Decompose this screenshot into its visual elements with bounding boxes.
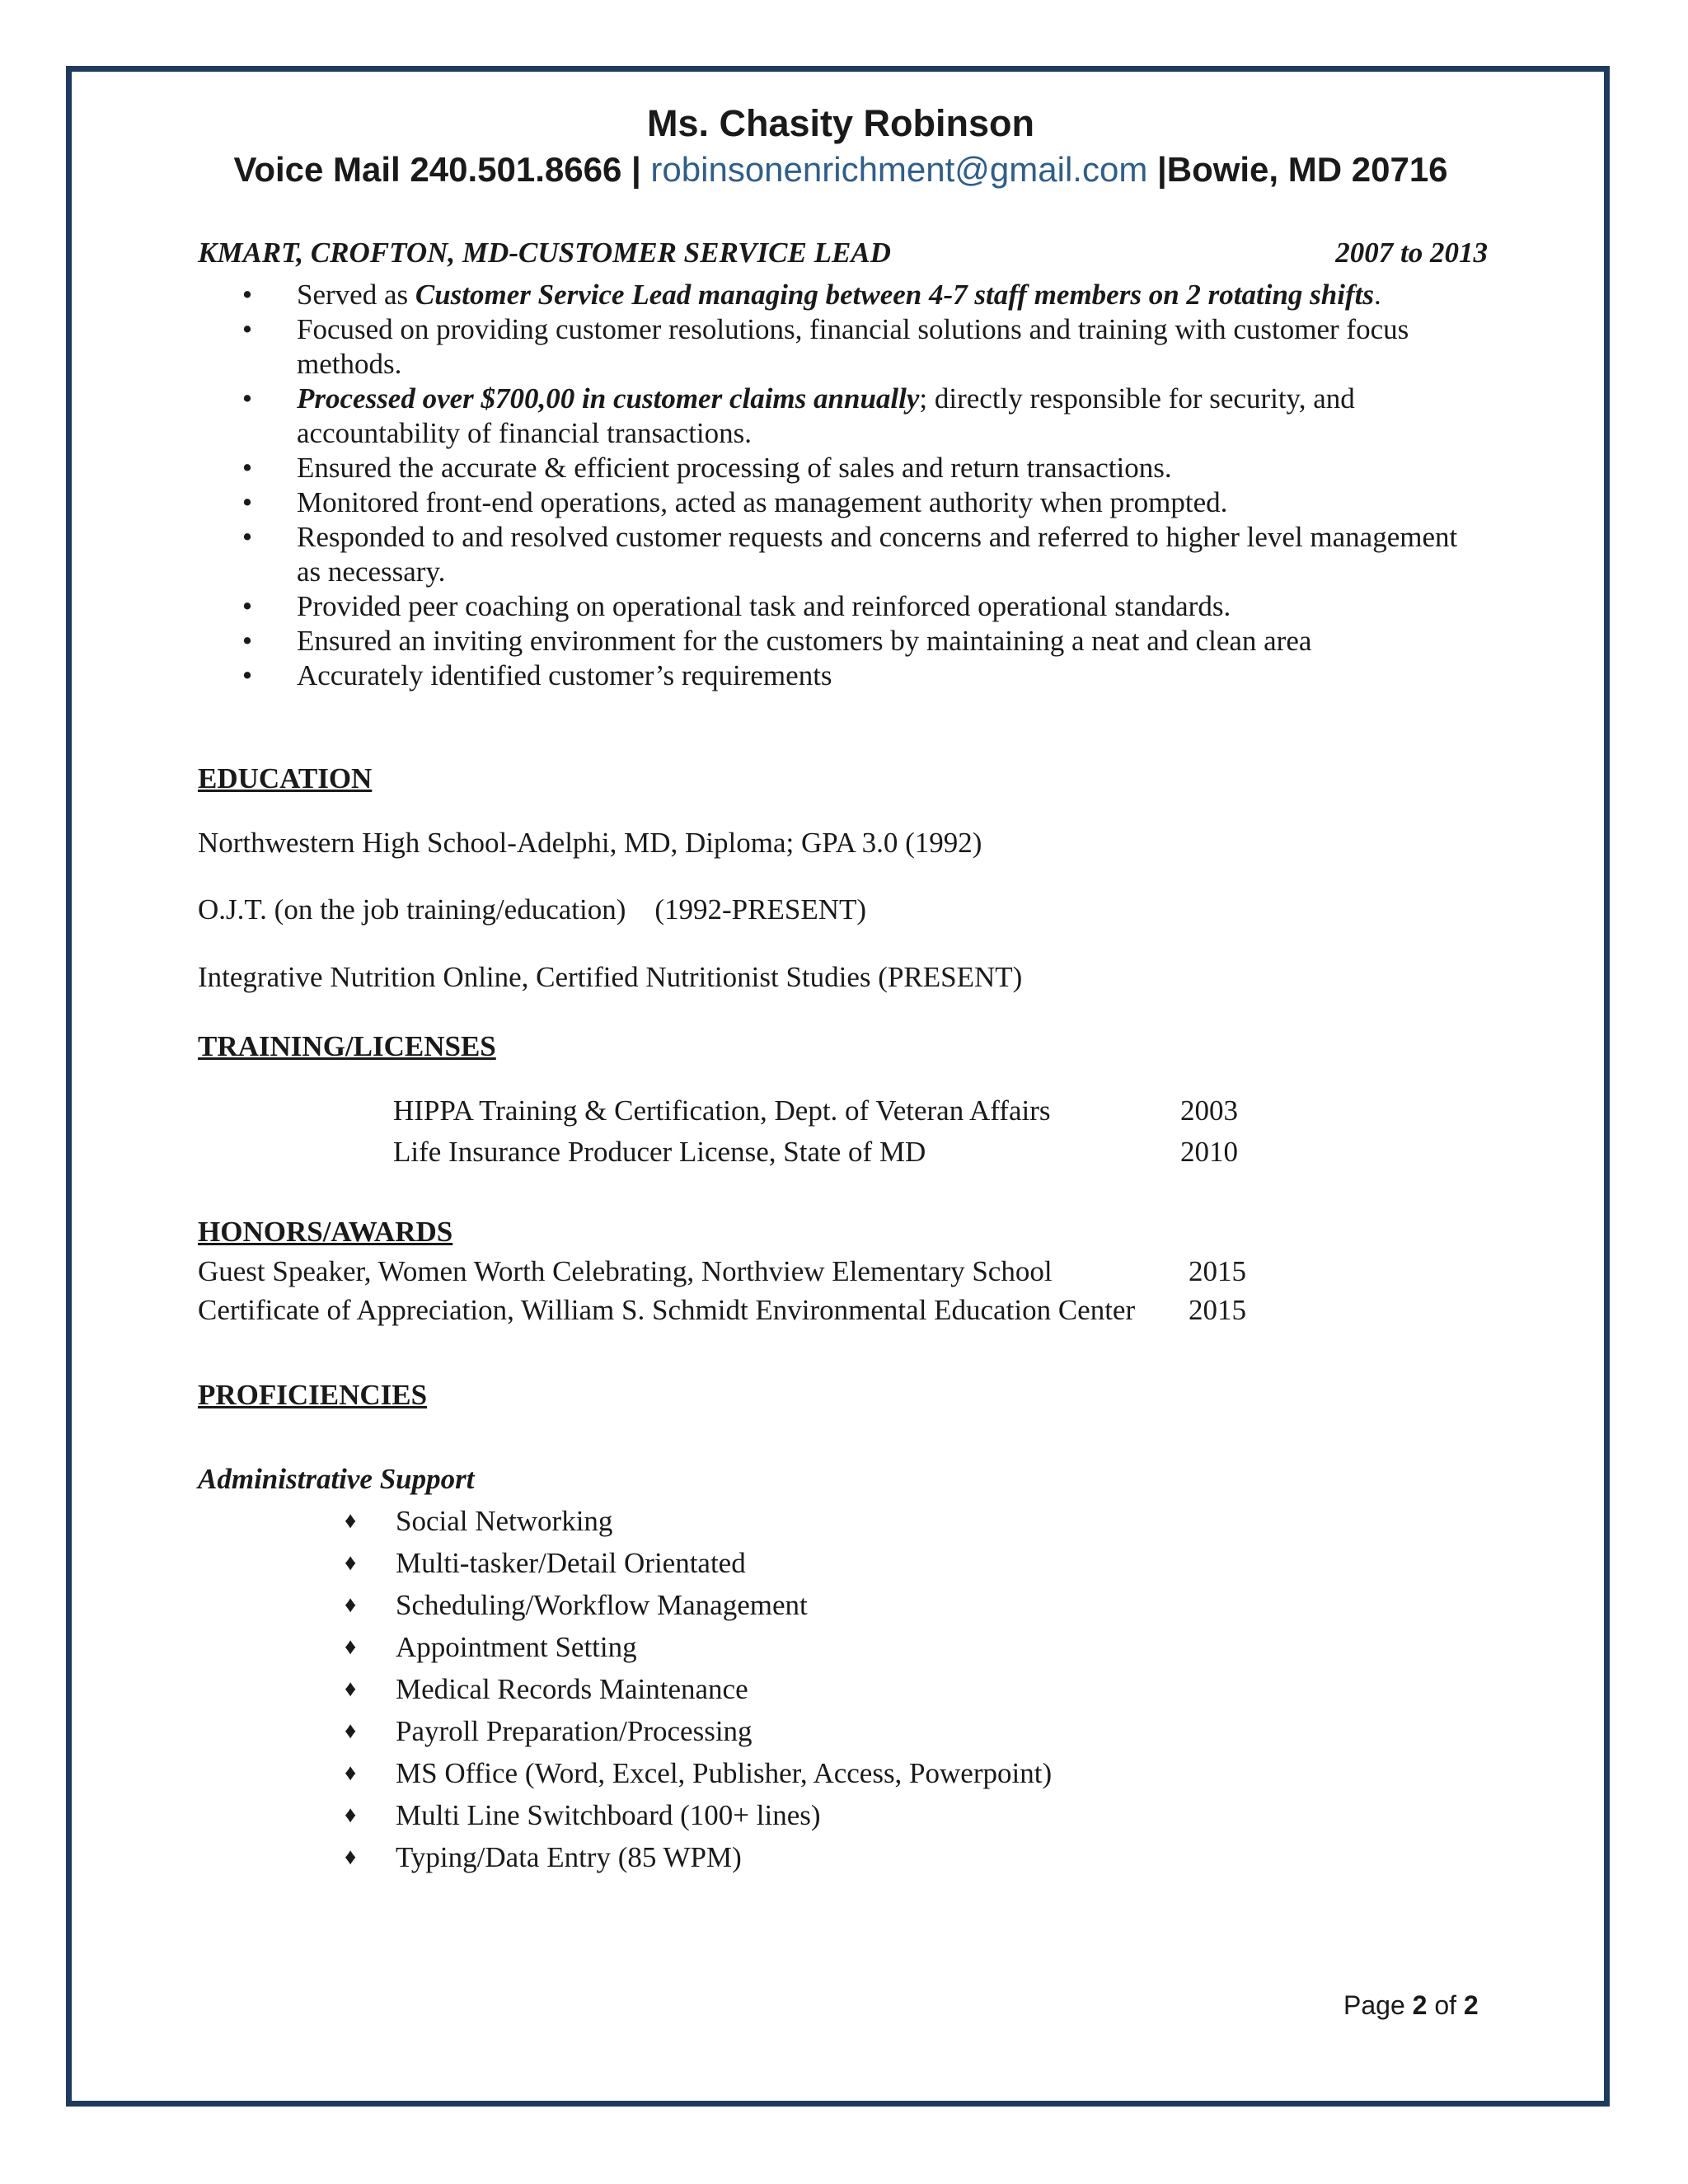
training-year: 2003 <box>1180 1094 1238 1127</box>
bullet-icon: • <box>241 590 253 622</box>
proficiencies-subheading: Administrative Support <box>198 1463 475 1495</box>
list-item: ♦ Appointment Setting <box>345 1630 637 1663</box>
proficiencies-heading: PROFICIENCIES <box>198 1379 428 1411</box>
job-bullets <box>198 278 1484 693</box>
contact-location: |Bowie, MD 20716 <box>1156 150 1448 189</box>
diamond-bullet-icon: ♦ <box>345 1633 357 1660</box>
diamond-bullet-icon: ♦ <box>345 1802 357 1828</box>
training-heading: TRAINING/LICENSES <box>198 1030 496 1062</box>
list-item: • Processed over $700,00 in customer claims annually; directly responsible for security, and accountability of financial transactions. <box>198 382 1484 451</box>
honors-heading: HONORS/AWARDS <box>198 1216 453 1248</box>
education-item: O.J.T. (on the job training/education) (1992-PRESENT) <box>198 893 867 926</box>
list-item: ♦ Payroll Preparation/Processing <box>345 1714 753 1747</box>
diamond-bullet-icon: ♦ <box>345 1591 357 1618</box>
bullet-icon: • <box>241 313 253 345</box>
list-item: • Accurately identified customer’s requirements <box>198 658 1484 693</box>
list-item: • Ensured the accurate & efficient processing of sales and return transactions. <box>198 451 1484 485</box>
contact-phone: Voice Mail 240.501.8666 | <box>233 150 641 189</box>
list-item: • Ensured an inviting environment for the customers by maintaining a neat and clean area <box>198 624 1484 658</box>
list-item: ♦ Multi Line Switchboard (100+ lines) <box>345 1798 821 1831</box>
diamond-bullet-icon: ♦ <box>345 1675 357 1702</box>
list-item: ♦ Multi-tasker/Detail Orientated <box>345 1546 746 1579</box>
bullet-icon: • <box>241 279 253 311</box>
contact-line <box>66 150 1615 190</box>
honor-year: 2015 <box>1189 1294 1246 1326</box>
education-heading: EDUCATION <box>198 762 373 794</box>
bullet-icon: • <box>241 625 253 657</box>
bullet-icon: • <box>241 382 253 415</box>
training-year: 2010 <box>1180 1136 1238 1168</box>
education-item: Integrative Nutrition Online, Certified Nutritionist Studies (PRESENT) <box>198 961 1023 993</box>
list-item: ♦ Typing/Data Entry (85 WPM) <box>345 1840 742 1873</box>
education-item: Northwestern High School-Adelphi, MD, Diploma; GPA 3.0 (1992) <box>198 827 982 859</box>
list-item: ♦ MS Office (Word, Excel, Publisher, Access, Powerpoint) <box>345 1756 1053 1789</box>
page-number: Page 2 of 2 <box>1343 1990 1479 2020</box>
diamond-bullet-icon: ♦ <box>345 1760 357 1786</box>
bullet-icon: • <box>241 486 253 518</box>
diamond-bullet-icon: ♦ <box>345 1507 357 1534</box>
list-item: ♦ Social Networking <box>345 1504 613 1537</box>
bullet-icon: • <box>241 659 253 691</box>
diamond-bullet-icon: ♦ <box>345 1549 357 1576</box>
bullet-icon: • <box>241 452 253 484</box>
contact-email[interactable]: robinsonenrichment@gmail.com <box>650 150 1148 189</box>
list-item: • Responded to and resolved customer requests and concerns and referred to higher level management as necessary. <box>198 520 1484 589</box>
training-item: HIPPA Training & Certification, Dept. of Veteran Affairs <box>393 1094 1051 1127</box>
resume-name: Ms. Chasity Robinson <box>646 102 1035 144</box>
job-dates: 2007 to 2013 <box>1335 237 1488 269</box>
list-item: • Monitored front-end operations, acted as management authority when prompted. <box>198 485 1484 520</box>
list-item: • Served as Customer Service Lead managing between 4-7 staff members on 2 rotating shifts. <box>198 278 1484 312</box>
job-title: KMART, CROFTON, MD-CUSTOMER SERVICE LEAD <box>198 237 891 269</box>
list-item: ♦ Medical Records Maintenance <box>345 1672 748 1705</box>
proficiency-list <box>345 1500 1052 1878</box>
honor-item: Certificate of Appreciation, William S. Schmidt Environmental Education Center <box>198 1294 1136 1326</box>
list-item: • Provided peer coaching on operational task and reinforced operational standards. <box>198 589 1484 624</box>
diamond-bullet-icon: ♦ <box>345 1844 357 1870</box>
training-item: Life Insurance Producer License, State of MD <box>393 1136 926 1168</box>
honor-year: 2015 <box>1189 1255 1246 1287</box>
job-heading <box>198 237 1488 269</box>
list-item: • Focused on providing customer resolutions, financial solutions and training with customer focus methods. <box>198 312 1484 382</box>
list-item: ♦ Scheduling/Workflow Management <box>345 1588 808 1621</box>
bullet-icon: • <box>241 521 253 553</box>
diamond-bullet-icon: ♦ <box>345 1718 357 1744</box>
honor-item: Guest Speaker, Women Worth Celebrating, Northview Elementary School <box>198 1255 1053 1287</box>
